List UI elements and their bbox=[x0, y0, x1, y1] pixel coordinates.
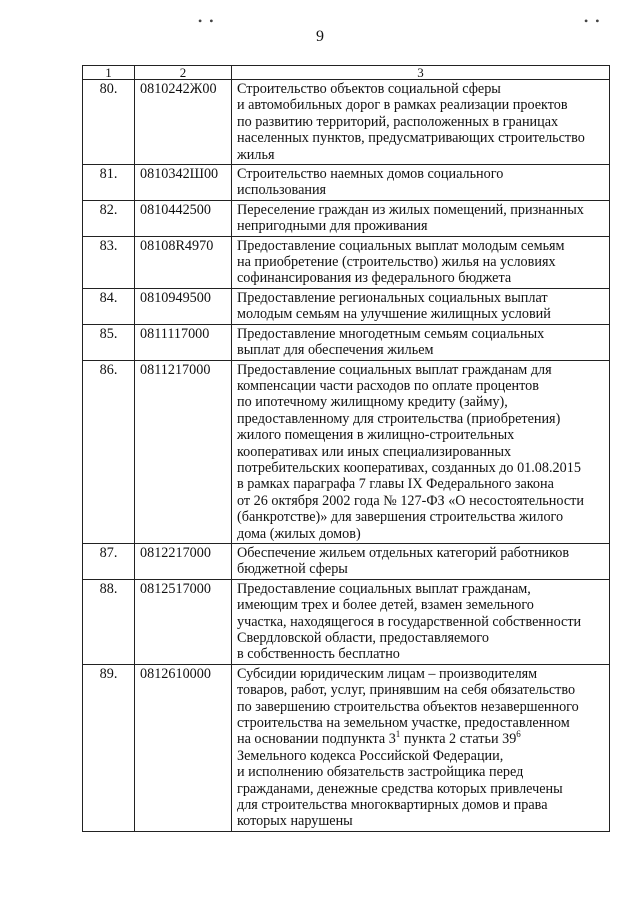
row-number: 84. bbox=[83, 288, 135, 324]
description-part-c: Земельного кодекса Российской Федерации, и исполнению обязательств застройщика перед гражданами, денежные средства которых привлечены для строительства многоквартирных домов и права которых нарушены bbox=[237, 747, 563, 830]
row-code: 0810242Ж00 bbox=[135, 80, 232, 165]
description-part-a: Субсидии юридическим лицам – производителям товаров, работ, услуг, принявшим на себя обязательство по завершению строительства объектов незавершенного строительства на земельном участке, предоставленном на основании подпункта 3 bbox=[237, 665, 579, 748]
table-row bbox=[83, 360, 610, 543]
table-row bbox=[83, 165, 610, 201]
row-code: 08108R4970 bbox=[135, 236, 232, 288]
row-description: Предоставление социальных выплат молодым семьям на приобретение (строительство) жилья на условиях софинансирования из федерального бюджета bbox=[232, 236, 610, 288]
row-description: Переселение граждан из жилых помещений, признанных непригодными для проживания bbox=[232, 200, 610, 236]
budget-codes-table bbox=[82, 65, 610, 832]
row-number: 86. bbox=[83, 360, 135, 543]
row-number: 80. bbox=[83, 80, 135, 165]
description-part-b: пункта 2 статьи 39 bbox=[400, 731, 517, 748]
row-description: Предоставление социальных выплат гражданам, имеющим трех и более детей, взамен земельного участка, находящегося в государственной собственности Свердловской области, предоставляемого в собственность бесплатно bbox=[232, 579, 610, 664]
row-code: 0810442500 bbox=[135, 200, 232, 236]
row-number: 82. bbox=[83, 200, 135, 236]
row-description: Строительство объектов социальной сферы и автомобильных дорог в рамках реализации проектов по развитию территорий, расположенных в границах населенных пунктов, предусматривающих строительство жилья bbox=[232, 80, 610, 165]
row-code: 0810342Ш00 bbox=[135, 165, 232, 201]
row-description: Предоставление многодетным семьям социальных выплат для обеспечения жильем bbox=[232, 324, 610, 360]
row-number: 85. bbox=[83, 324, 135, 360]
row-code: 0812517000 bbox=[135, 579, 232, 664]
row-description: Предоставление региональных социальных выплат молодым семьям на улучшение жилищных условий bbox=[232, 288, 610, 324]
row-code: 0811117000 bbox=[135, 324, 232, 360]
table-row bbox=[83, 288, 610, 324]
row-code: 0810949500 bbox=[135, 288, 232, 324]
table-row bbox=[83, 324, 610, 360]
row-number: 88. bbox=[83, 579, 135, 664]
column-header-code: 2 bbox=[135, 66, 232, 80]
superscript-article: 6 bbox=[516, 729, 521, 740]
superscript-subparagraph: 1 bbox=[395, 729, 401, 740]
page-number: 9 bbox=[316, 28, 324, 45]
table-row bbox=[83, 80, 610, 165]
table-row bbox=[83, 579, 610, 664]
row-code: 0812217000 bbox=[135, 543, 232, 579]
corner-mark-right: • • bbox=[584, 14, 602, 28]
corner-mark-left: • • bbox=[198, 14, 216, 28]
table-row bbox=[83, 543, 610, 579]
table-row bbox=[83, 200, 610, 236]
row-code: 0811217000 bbox=[135, 360, 232, 543]
column-header-description: 3 bbox=[232, 66, 610, 80]
row-number: 81. bbox=[83, 165, 135, 201]
row-description bbox=[232, 664, 610, 831]
table-row bbox=[83, 236, 610, 288]
row-number: 87. bbox=[83, 543, 135, 579]
table-header-row bbox=[83, 66, 610, 80]
row-description: Предоставление социальных выплат гражданам для компенсации части расходов по оплате процентов по ипотечному жилищному кредиту (займу), предоставленному для строительства (приобретения) жилого помещения в жилищно-строительных кооперативах или иных специализированных потребительских кооперативах, созданных до 01.08.2015 в рамках параграфа 7 главы IX Федерального закона от 26 октября 2002 года № 127-ФЗ «О несостоятельности (банкротстве)» для завершения строительства жилого дома (жилых домов) bbox=[232, 360, 610, 543]
table-row bbox=[83, 664, 610, 831]
row-description: Обеспечение жильем отдельных категорий работников бюджетной сферы bbox=[232, 543, 610, 579]
row-number: 83. bbox=[83, 236, 135, 288]
row-description: Строительство наемных домов социального использования bbox=[232, 165, 610, 201]
row-code: 0812610000 bbox=[135, 664, 232, 831]
row-number: 89. bbox=[83, 664, 135, 831]
column-header-number: 1 bbox=[83, 66, 135, 80]
